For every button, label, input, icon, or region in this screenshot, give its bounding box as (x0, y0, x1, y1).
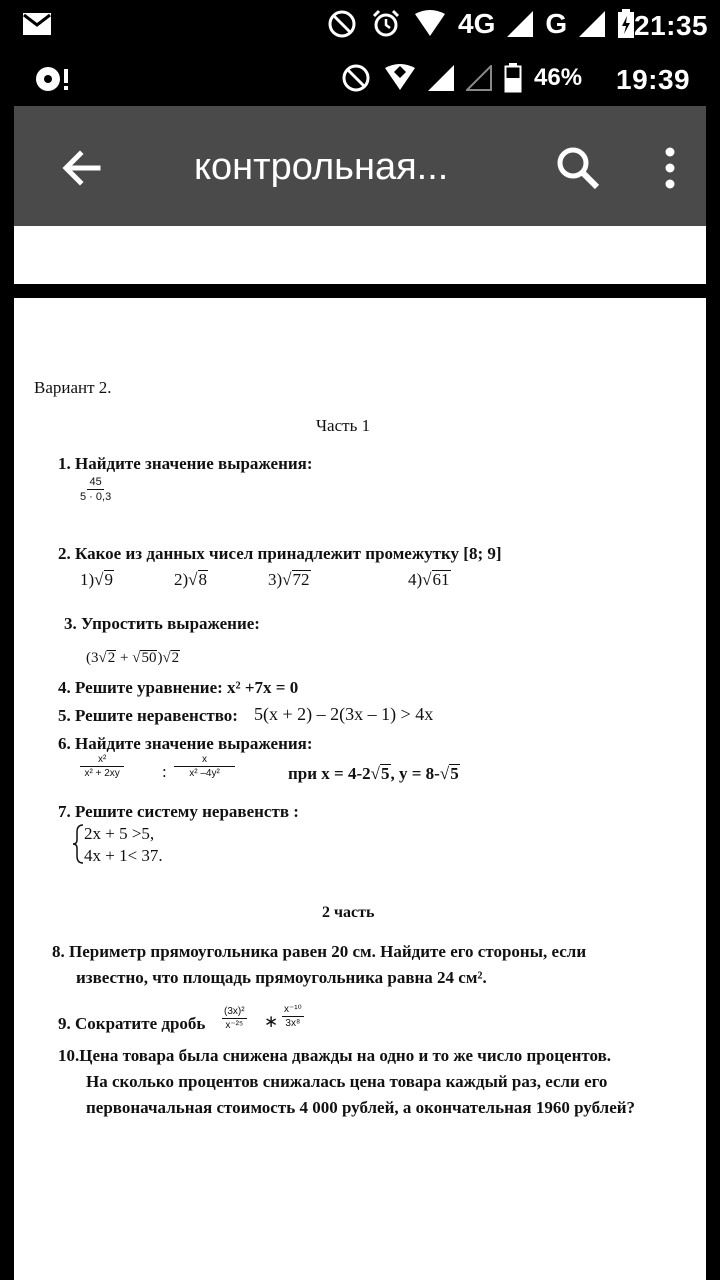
app-toolbar (14, 106, 706, 226)
document-title: контрольная... (194, 146, 449, 188)
q9-text: 9. Сократите дробь (58, 1014, 206, 1033)
search-icon[interactable] (554, 144, 602, 192)
q1-text: 1. Найдите значение выражения: (58, 454, 313, 473)
system-status-bar (0, 0, 720, 52)
message-icon (22, 12, 52, 36)
q10-line-1: 10.Цена товара была снижена дважды на одно и то же число процентов. (58, 1046, 612, 1065)
q6-text: 6. Найдите значение выражения: (58, 734, 313, 753)
signal-icon-2 (579, 11, 605, 37)
q2-option-3: 3)√72 (268, 570, 310, 589)
q5-text: 5. Решите неравенство: (58, 706, 238, 725)
q3-text: 3. Упростить выражение: (64, 614, 260, 633)
signal-icon-3 (428, 65, 454, 91)
system-clock: 21:35 (634, 10, 709, 41)
network-type-label-2: G (545, 8, 568, 39)
signal-icon (507, 11, 533, 37)
document-page[interactable] (14, 298, 706, 1280)
more-options-icon[interactable] (654, 144, 686, 192)
q9-fraction-2: $\frac{\text{x⁻¹⁰}}{\text{3x⁸}}$ (284, 1004, 302, 1029)
screenshot-status-bar (0, 52, 720, 108)
q6-fraction-1: $\frac{\text{x²}}{\text{x² + 2xy}}$ (80, 754, 124, 779)
q4-text: 4. Решите уравнение: x² +7x = 0 (58, 678, 299, 697)
q5-expression: 5(x + 2) – 2(3x – 1) > 4x (254, 704, 434, 724)
previous-page-bottom (14, 226, 706, 284)
screenshot-app-icon (34, 64, 74, 94)
q9-fraction-1: $\frac{\text{(3x)²}}{\text{x⁻²⁵}}$ (224, 1006, 245, 1031)
variant-heading: Вариант 2. (34, 378, 112, 397)
wifi-icon-2 (384, 64, 416, 92)
q10-line-3: первоначальная стоимость 4 000 рублей, а окончательная 1960 рублей? (86, 1098, 636, 1117)
document-content (14, 298, 706, 1280)
q8-line-2: известно, что площадь прямоугольника равна 24 см². (76, 968, 487, 987)
q2-text: 2. Какое из данных чисел принадлежит промежутку [8; 9] (58, 544, 502, 563)
wifi-icon (414, 10, 446, 38)
q2-option-1: 1)√9 (80, 570, 114, 589)
q6-fraction-2: $\frac{x}{\text{x² –4y²}}$ (174, 754, 235, 779)
battery-percent: 46% (534, 64, 583, 91)
part2-heading: 2 часть (322, 904, 375, 921)
part1-heading: Часть 1 (316, 416, 371, 435)
alarm-icon (370, 8, 402, 40)
q6-condition: при x = 4-2√5, y = 8-√5 (288, 764, 459, 783)
do-not-disturb-icon-2 (340, 62, 372, 94)
q1-fraction: $\frac{45}{5 \cdot 0,3}$ (80, 476, 112, 503)
screenshot-clock: 19:39 (616, 64, 691, 95)
q7-text: 7. Решите систему неравенств : (58, 802, 299, 821)
do-not-disturb-icon (326, 8, 358, 40)
q8-line-1: 8. Периметр прямоугольника равен 20 см. Найдите его стороны, если (52, 942, 587, 961)
q6-colon: : (162, 762, 167, 781)
q3-expression: (3√2 + √50)√2 (86, 650, 180, 666)
battery-icon (504, 63, 522, 93)
back-arrow-icon[interactable] (58, 144, 106, 192)
q2-option-4: 4)√61 (408, 570, 450, 589)
signal-empty-icon (466, 65, 492, 91)
q2-option-2: 2)√8 (174, 570, 208, 589)
battery-charging-icon (617, 9, 635, 39)
q7-line-1: 2x + 5 >5, (84, 824, 155, 843)
q7-line-2: 4x + 1< 37. (84, 846, 163, 865)
q9-operator: ∗ (264, 1012, 279, 1031)
system-brace (72, 824, 84, 864)
network-type-label: 4G (458, 8, 496, 39)
q10-line-2: На сколько процентов снижалась цена товара каждый раз, если его (86, 1072, 608, 1091)
